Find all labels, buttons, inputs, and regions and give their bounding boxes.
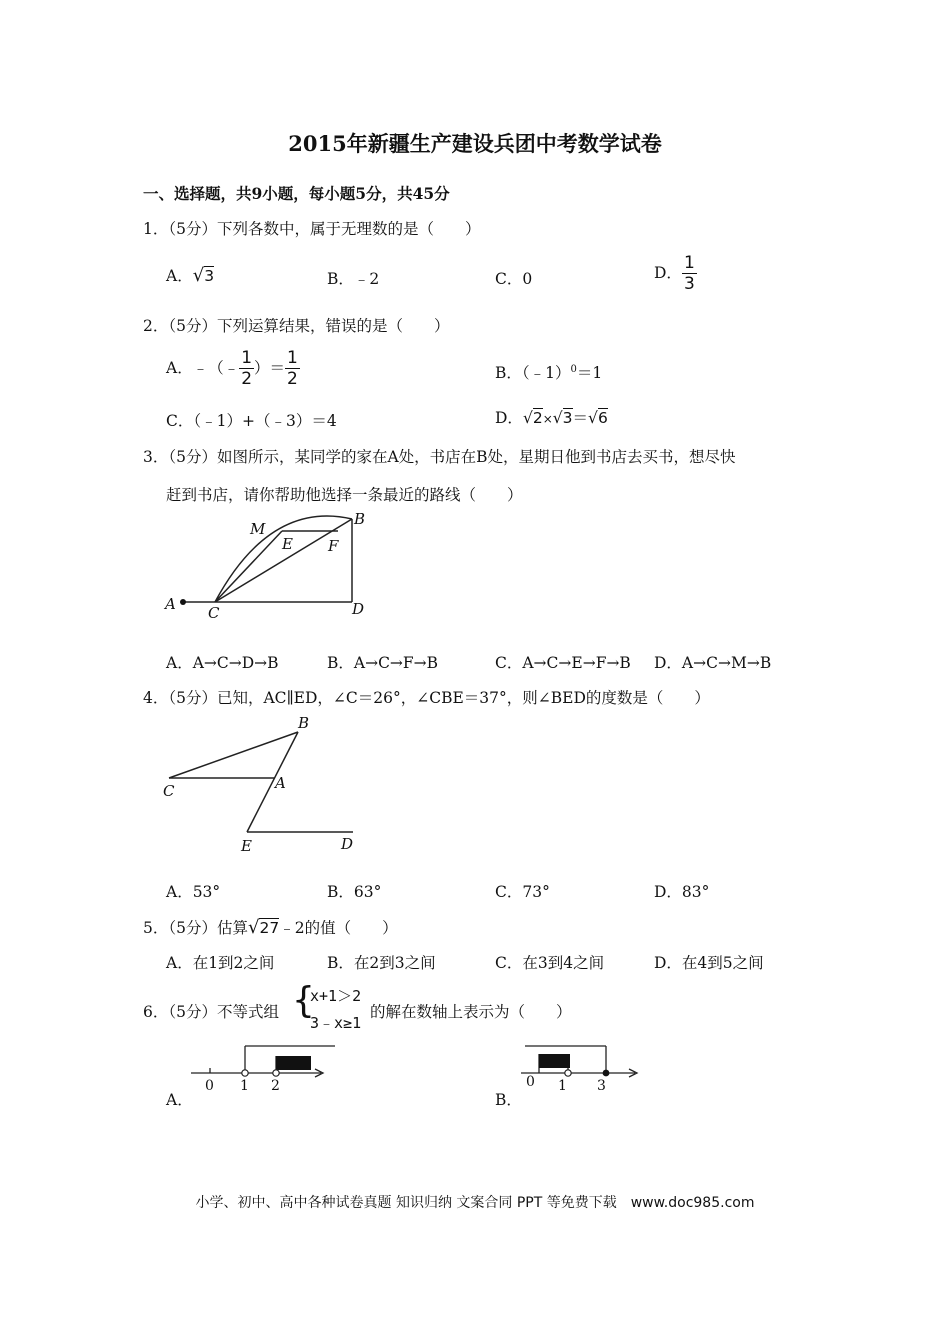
question-6-stem-pre: 6．（5分）不等式组 xyxy=(143,1003,279,1021)
label-c: C xyxy=(163,782,175,800)
open-point-1 xyxy=(565,1070,571,1076)
q3-route-diagram xyxy=(160,505,380,625)
label-e: E xyxy=(282,535,293,553)
open-point-1 xyxy=(242,1070,248,1076)
label-a: A xyxy=(275,774,286,792)
page-footer: 小学、初中、高中各种试卷真题 知识归纳 文案合同 PPT 等免费下载 www.doc985.com xyxy=(195,1195,755,1211)
tick-0: 0 xyxy=(205,1078,214,1094)
tick-3: 3 xyxy=(597,1078,606,1094)
q3-option-a: A．A→C→D→B xyxy=(166,654,279,672)
label-f: F xyxy=(328,537,339,555)
q4-option-c: C．73° xyxy=(495,883,550,901)
q5-option-b: B．在2到3之间 xyxy=(327,954,436,972)
label-c: C xyxy=(208,604,220,622)
q3-option-d: D．A→C→M→B xyxy=(654,654,772,672)
q3-option-b: B．A→C→F→B xyxy=(327,654,439,672)
point-a xyxy=(180,599,186,605)
shaded-region xyxy=(276,1056,311,1070)
question-2-stem: 2．（5分）下列运算结果，错误的是（ ） xyxy=(143,317,450,335)
q5-option-a: A．在1到2之间 xyxy=(166,954,275,972)
label-b: B xyxy=(298,714,310,732)
inequality-1: x+1＞2 xyxy=(310,987,362,1005)
tick-2: 2 xyxy=(271,1078,280,1094)
q5-option-c: C．在3到4之间 xyxy=(495,954,605,972)
segment-ce xyxy=(215,531,282,602)
tick-0: 0 xyxy=(526,1074,535,1090)
q3-option-c: C．A→C→E→F→B xyxy=(495,654,631,672)
q2-option-b: B．（﹣1）$^0$＝1 xyxy=(495,363,603,382)
q6-number-line-a xyxy=(185,1040,335,1100)
section-heading: 一、选择题，共9小题，每小题5分，共45分 xyxy=(143,184,450,203)
tick-1: 1 xyxy=(558,1078,567,1094)
q1-option-c: C．0 xyxy=(495,270,533,288)
label-a: A xyxy=(165,595,176,613)
open-point-2 xyxy=(273,1070,279,1076)
q6-number-line-b xyxy=(515,1040,645,1100)
brace-icon: { xyxy=(292,980,315,1021)
closed-point-3 xyxy=(603,1070,610,1077)
q5-option-d: D．在4到5之间 xyxy=(654,954,764,972)
question-6-stem-post: 的解在数轴上表示为（ ） xyxy=(370,1003,572,1021)
tick-1: 1 xyxy=(240,1078,249,1094)
question-4-stem: 4．（5分）已知，AC∥ED，∠C＝26°，∠CBE＝37°，则∠BED的度数是（ ） xyxy=(143,689,710,707)
q6-option-b: B． xyxy=(495,1091,522,1109)
label-d: D xyxy=(341,835,354,853)
q4-angle-diagram xyxy=(155,710,375,860)
label-e: E xyxy=(241,837,252,855)
q4-option-b: B．63° xyxy=(327,883,382,901)
page-title: 2015年新疆生产建设兵团中考数学试卷 xyxy=(288,131,662,156)
q1-option-d: D． $\frac{1}{3}$ xyxy=(654,253,695,294)
q2-option-a: A．﹣（﹣ $\frac{1}{2}$ ）＝ $\frac{1}{2}$ xyxy=(166,348,298,389)
inequality-2: 3﹣x≥1 xyxy=(310,1014,362,1032)
shaded-region xyxy=(539,1054,570,1068)
label-d: D xyxy=(352,600,365,618)
question-1-stem: 1．（5分）下列各数中，属于无理数的是（ ） xyxy=(143,220,481,238)
question-5-stem: 5．（5分）估算√27﹣2的值（ ） xyxy=(143,917,398,938)
q1-option-a: A．√3 xyxy=(166,265,215,286)
question-3-stem-line2: 赶到书店，请你帮助他选择一条最近的路线（ ） xyxy=(166,486,523,504)
label-b: B xyxy=(354,510,366,528)
q6-option-a: A． xyxy=(166,1091,193,1109)
q2-option-c: C．（﹣1）+（﹣3）＝4 xyxy=(166,412,337,430)
q1-option-b: B．﹣2 xyxy=(327,270,380,288)
label-m: M xyxy=(250,520,266,538)
question-3-stem-line1: 3．（5分）如图所示，某同学的家在A处，书店在B处，星期日他到书店去买书，想尽快 xyxy=(143,448,736,466)
q4-option-a: A．53° xyxy=(166,883,221,901)
q2-option-d: D．√2×√3＝√6 xyxy=(495,409,608,427)
q4-option-d: D．83° xyxy=(654,883,710,901)
